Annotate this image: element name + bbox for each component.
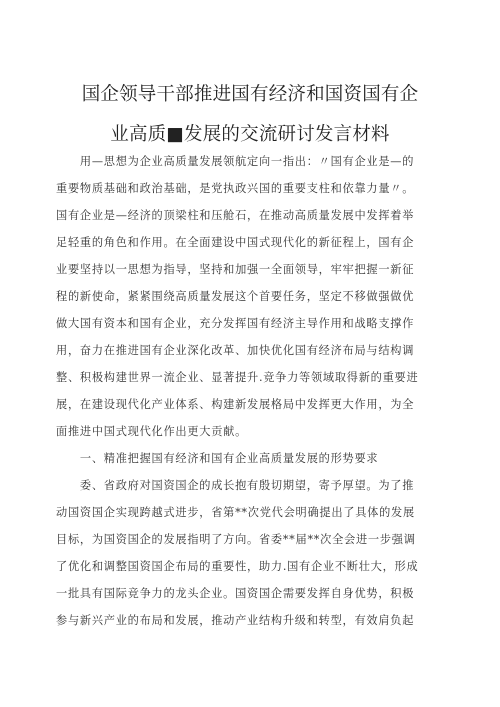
paragraph-line: 目标，为国资国企的发展指明了方向。省委**届**次全会进一步强调 xyxy=(56,533,416,546)
paragraph-line: 了优化和调整国资国企布局的重要性，助力.国有企业不断壮大，形成 xyxy=(56,560,419,573)
paragraph-line: 展，在建设现代化产业体系、构建新发展格局中发挥更大作用，为全 xyxy=(56,398,415,411)
document-title-line-2: 业高质■发展的交流研讨发言材料 xyxy=(110,124,390,145)
paragraph-line: 一批具有国际竞争力的龙头企业。国资国企需要发挥自身优势，积极 xyxy=(56,587,415,600)
paragraph-line: 委、省政府对国资国企的成长抱有殷切期望，寄予厚望。为了推 xyxy=(56,479,415,492)
paragraph-line: 重要物质基础和政治基础，是党执政兴国的重要支柱和依靠力量〃。 xyxy=(56,182,415,195)
paragraph-line: 程的新使命，紧紧围绕高质量发展这个首要任务，坚定不移做强做优 xyxy=(56,290,415,303)
paragraph-line: 整、积极构建世界一流企业、显著提升.竞争力等领域取得新的重要进 xyxy=(56,371,419,384)
document-title-line-1: 国企领导干部推进国有经济和国资国有企 xyxy=(81,84,419,105)
paragraph-line: 用，奋力在推进国有企业深化改革、加快优化国有经济布局与结构调 xyxy=(56,344,415,357)
paragraph-line: 用—思想为企业高质量发展领航定向一指出：〃国有企业是—的 xyxy=(56,155,415,168)
paragraph-line: 国有企业是—经济的顶梁柱和压舱石，在推动高质量发展中发挥着举 xyxy=(56,209,415,222)
paragraph-line: 面推进中国式现代化作出更大贡献。 xyxy=(56,425,248,438)
paragraph-line: 做大国有资本和国有企业，充分发挥国有经济主导作用和战略支撑作 xyxy=(56,317,415,330)
paragraph-line: 参与新兴产业的布局和发展，推动产业结构升级和转型，有效肩负起 xyxy=(56,614,415,627)
paragraph-line: 动国资国企实现跨越式进步，省第**次党代会明确提出了具体的发展 xyxy=(56,506,415,519)
section-heading: 一、精准把握国有经济和国有企业高质量发展的形势要求 xyxy=(56,452,379,465)
paragraph-line: 足轻重的角色和作用。在全面建设中国式现代化的新征程上，国有企 xyxy=(56,236,415,249)
paragraph-line: 业要坚持以一思想为指导，坚持和加强一全面领导，牢牢把握一新征 xyxy=(56,263,415,276)
